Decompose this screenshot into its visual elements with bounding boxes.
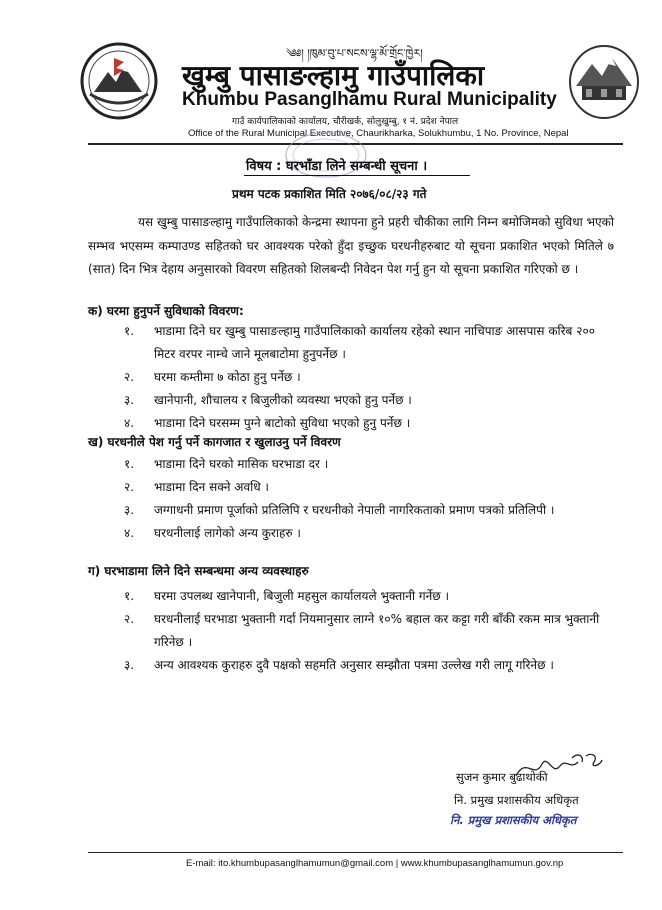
item-number: ४. bbox=[124, 526, 135, 540]
item-number: ३. bbox=[124, 658, 135, 672]
municipality-title-nepali: खुम्बु पासाङल्हामु गाउँपालिका bbox=[182, 59, 485, 92]
footer-contact: E-mail: ito.khumbupasanglhamumun@gmail.com | www.khumbupasanglhamumun.gov.np bbox=[186, 858, 564, 869]
item-number: १. bbox=[124, 589, 135, 603]
item-text: घरधनीलाई लागेको अन्य कुराहरु । bbox=[154, 526, 301, 540]
item-number: २. bbox=[124, 480, 135, 494]
list-item bbox=[124, 499, 618, 522]
office-address-english: Office of the Rural Municipal Executive, Chaurikharka, Solukhumbu, 1 No. Province, Nepal bbox=[188, 128, 569, 139]
item-number: ३. bbox=[124, 503, 135, 517]
subject-underline bbox=[244, 175, 470, 176]
list-item bbox=[124, 476, 618, 499]
item-number: १. bbox=[124, 457, 135, 471]
list-item bbox=[124, 320, 618, 366]
section-heading-a: क) घरमा हुनुपर्ने सुविधाको विवरण: bbox=[88, 304, 244, 318]
section-heading-b: ख) घरधनीले पेश गर्नु पर्ने कागजात र खुलाउनु पर्ने विवरण bbox=[88, 435, 341, 449]
item-number: १. bbox=[124, 324, 135, 338]
publication-date: प्रथम पटक प्रकाशित मिति २०७६/०८/२३ गते bbox=[232, 187, 427, 201]
list-item bbox=[124, 585, 618, 608]
signatory-stamp: नि. प्रमुख प्रशासकीय अधिकृत bbox=[450, 813, 577, 827]
signatory-name: सुजन कुमार बुढाथोकी bbox=[456, 770, 548, 784]
footer-divider bbox=[88, 852, 623, 853]
signatory-title: नि. प्रमुख प्रशासकीय अधिकृत bbox=[454, 793, 579, 807]
item-number: २. bbox=[124, 370, 135, 384]
item-number: २. bbox=[124, 612, 135, 626]
intro-text: यस खुम्बु पासाङल्हामु गाउँपालिकाको केन्द्रमा स्थापना हुने प्रहरी चौकीका लागि निम्न बमोजिमको सुविधा भएको सम्भव भएसम्म कम्पाउण्ड सहितको घर आवश्यक परेको हुँदा इच्छुक घरधनीहरुबाट यो सूचना प्रकाशित भएको मितिले ७ (सात) दिन भित्र देहाय अनुसारको विवरण सहितको शिलबन्दी निवेदन पेश गर्नु हुन यो सूचना प्रकाशित गरिएको छ । bbox=[88, 215, 614, 276]
section-list-b bbox=[124, 453, 618, 545]
item-number: ४. bbox=[124, 416, 135, 430]
office-address-nepali: गाउँ कार्यपालिकाको कार्यालय, चौरीखर्क, सोलुखुम्बु, १ नं. प्रदेश नेपाल bbox=[232, 117, 459, 127]
tibetan-header-line: ༄༅། །ཁུམ་བུ་པ་སངས་ལྷ་མོ་གྲོང་ཁྱེར། bbox=[286, 47, 423, 60]
section-heading-c: ग) घरभाडामा लिने दिने सम्बन्धमा अन्य व्यवस्थाहरु bbox=[88, 564, 309, 578]
item-text: भाडामा दिने घरसम्म पुग्ने बाटोको सुविधा भएको हुनु पर्नेछ । bbox=[154, 416, 411, 430]
item-text: खानेपानी, शौचालय र बिजुलीको व्यवस्था भएको हुनु पर्नेछ । bbox=[154, 393, 412, 407]
notice-subject: विषय : घरभाँडा लिने सम्बन्धी सूचना । bbox=[246, 159, 428, 174]
item-text: जग्गाधनी प्रमाण पूर्जाको प्रतिलिपि र घरधनीको नेपाली नागरिकताको प्रमाण पत्रको प्रतिलिपी । bbox=[154, 503, 555, 517]
list-item bbox=[124, 453, 618, 476]
section-list-c bbox=[124, 585, 618, 677]
item-number: ३. bbox=[124, 393, 135, 407]
list-item bbox=[124, 608, 618, 654]
item-text: भाडामा दिन सक्ने अवधि । bbox=[154, 480, 269, 494]
item-text: भाडामा दिने घरको मासिक घरभाडा दर । bbox=[154, 457, 329, 471]
section-list-a bbox=[124, 320, 618, 435]
nepal-emblem-logo bbox=[80, 42, 158, 120]
item-text: घरमा उपलब्ध खानेपानी, बिजुली महसुल कार्यालयले भुक्तानी गर्नेछ । bbox=[154, 589, 450, 603]
intro-paragraph bbox=[88, 211, 614, 282]
item-text: घरधनीलाई घरभाडा भुक्तानी गर्दा नियमानुसार लाग्ने १०% बहाल कर कट्टा गरी बाँकी रकम मात्र भुक्तानी गरिनेछ । bbox=[154, 612, 600, 649]
item-text: अन्य आवश्यक कुराहरु दुवै पक्षको सहमति अनुसार सम्झौता पत्रमा उल्लेख गरी लागू गरिनेछ । bbox=[154, 658, 554, 672]
list-item bbox=[124, 366, 618, 389]
list-item bbox=[124, 654, 618, 677]
list-item bbox=[124, 389, 618, 412]
item-text: भाडामा दिने घर खुम्बु पासाङल्हामु गाउँपालिकाको कार्यालय रहेको स्थान नाचिपाङ आसपास करिब २०० मिटर वरपर नाम्चे जाने मूलबाटोमा हुनुपर्नेछ । bbox=[154, 324, 595, 361]
list-item bbox=[124, 412, 618, 435]
municipality-title-english: Khumbu Pasanglhamu Rural Municipality bbox=[182, 89, 557, 110]
list-item bbox=[124, 522, 618, 545]
municipality-logo bbox=[568, 44, 640, 124]
item-text: घरमा कम्तीमा ७ कोठा हुनु पर्नेछ । bbox=[154, 370, 301, 384]
